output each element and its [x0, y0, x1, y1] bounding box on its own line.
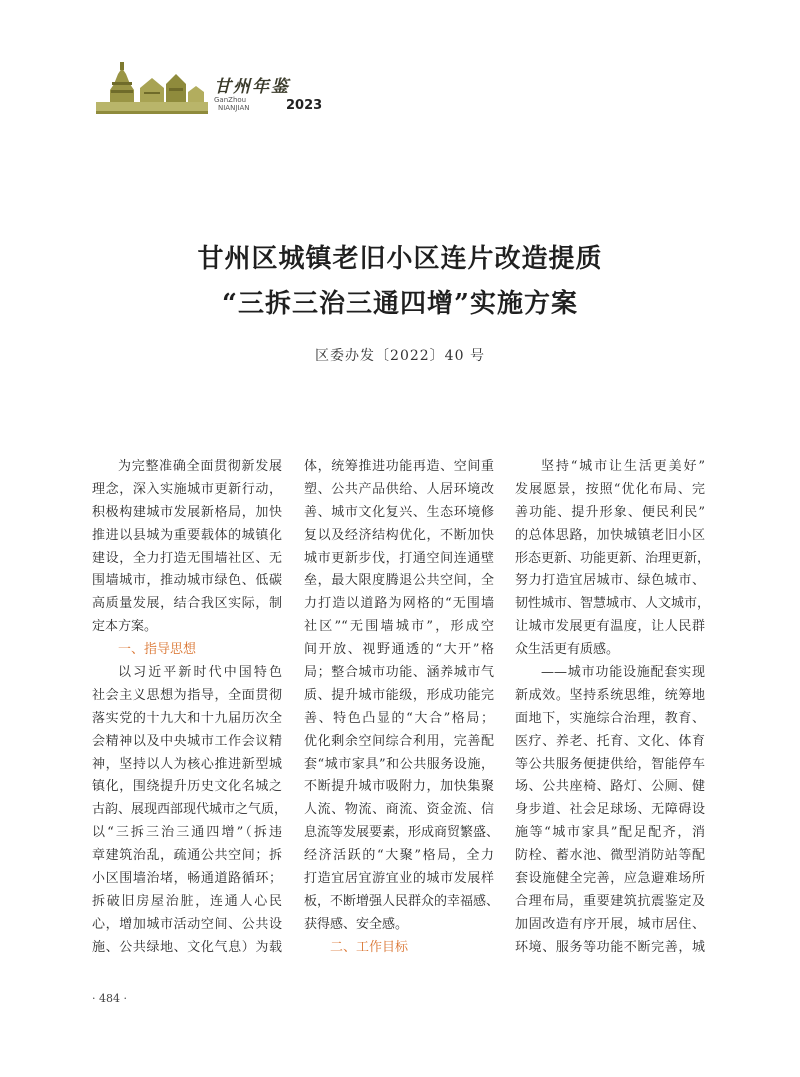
text-line: 体，统筹推进功能再造、空间重 [304, 459, 494, 474]
text-line: 善功能、提升形象、便民利民” [515, 504, 705, 520]
text-line: 建设，全力打造无围墙社区、无 [92, 550, 282, 566]
text-line: ——城市功能设施配套实现 [541, 665, 705, 681]
text-line: 医疗、养老、托育、文化、体育 [515, 733, 705, 749]
text-line: 经济活跃的“大聚”格局，全力 [304, 848, 494, 864]
text-line: 套“城市家具”和公共服务设施， [304, 756, 494, 772]
text-line: 施等“城市家具”配足配齐，消 [515, 825, 705, 841]
text-line: 复以及经济结构优化，不断加快 [304, 527, 494, 543]
text-line: 人流、物流、商流、资金流、信 [304, 802, 494, 818]
section-heading: 二、工作目标 [330, 939, 409, 955]
text-line: 的总体思路，加快城镇老旧小区 [515, 527, 705, 543]
document-number: 区委办发〔2022〕40 号 [315, 348, 485, 364]
text-line: 垒，最大限度腾退公共空间，全 [304, 573, 494, 589]
document-title-line-2: “三拆三治三通四增”实施方案 [222, 289, 578, 319]
text-line: 等公共服务便捷供给，智能停车 [515, 756, 705, 772]
text-line: 古韵、展现西部现代城市之气质， [92, 802, 288, 818]
text-line: 会精神以及中央城市工作会议精 [92, 733, 282, 749]
text-line: 获得感、安全感。 [304, 916, 409, 932]
text-line: 积极构建城市发展新格局，加快 [92, 504, 282, 520]
text-column-1 [92, 456, 288, 960]
text-line: 定本方案。 [92, 619, 158, 635]
yearbook-year: 2023 [286, 98, 323, 113]
text-line: 新成效。坚持系统思维，统筹地 [515, 687, 705, 703]
text-line: 善、城市文化复兴、生态环境修 [304, 504, 494, 520]
text-line: 心，增加城市活动空间、公共设 [92, 916, 282, 932]
text-line: 高质量发展，结合我区实际，制 [92, 596, 282, 612]
text-line: 善、特色凸显的“大合”格局； [304, 710, 494, 726]
text-line: 镇化，围绕提升历史文化名城之 [92, 779, 282, 795]
text-line: 施、公共绿地、文化气息）为载 [92, 939, 282, 955]
text-line: 推进以县城为重要载体的城镇化 [92, 527, 282, 543]
text-line: 息流等发展要素，形成商贸繁盛、 [304, 825, 500, 841]
text-line: 场、公共座椅、路灯、公厕、健 [515, 779, 705, 795]
text-line: 优化剩余空间综合利用，完善配 [304, 733, 494, 749]
yearbook-header [96, 60, 336, 120]
text-line: 围墙城市，推动城市绿色、低碳 [92, 573, 282, 589]
text-line: 套设施健全完善，应急避难场所 [515, 871, 705, 887]
page-number: · 484 · [92, 992, 127, 1005]
text-line: 努力打造宜居城市、绿色城市、 [515, 573, 705, 589]
yearbook-name-en-1: GanZhou [214, 96, 247, 104]
text-line: 韧性城市、智慧城市、人文城市， [515, 596, 711, 612]
text-column-3 [515, 456, 711, 960]
text-line: 打造宜居宜游宜业的城市发展样 [304, 871, 494, 887]
text-line: 质、提升城市能级，形成功能完 [304, 687, 494, 703]
text-line: 理念，深入实施城市更新行动， [92, 481, 282, 497]
text-line: 众生活更有质感。 [515, 642, 620, 658]
text-line: 力打造以道路为网格的“无围墙 [304, 596, 494, 612]
text-column-2 [304, 456, 500, 960]
text-line: 拆破旧房屋治脏，连通人心民 [92, 893, 282, 909]
text-line: 合理布局，重要建筑抗震鉴定及 [515, 893, 705, 909]
text-line: 以习近平新时代中国特色 [118, 665, 282, 681]
text-line: 章建筑治乱，疏通公共空间；拆 [92, 848, 282, 864]
text-line: 神，坚持以人为核心推进新型城 [92, 756, 282, 772]
section-heading: 一、指导思想 [118, 642, 197, 658]
text-line: 发展愿景，按照“优化布局、完 [515, 481, 705, 497]
text-line: 环境、服务等功能不断完善，城 [515, 939, 705, 955]
yearbook-name: 甘州年鉴 [214, 77, 290, 97]
text-line: 身步道、社会足球场、无障碍设 [515, 802, 705, 818]
text-line: 社会主义思想为指导，全面贯彻 [92, 687, 282, 703]
text-line: 局；整合城市功能、涵养城市气 [304, 665, 494, 681]
text-line: 加固改造有序开展，城市居住、 [515, 916, 705, 932]
text-line: 间开放、视野通透的“大开”格 [304, 642, 494, 658]
document-title-line-1: 甘州区城镇老旧小区连片改造提质 [197, 244, 603, 274]
text-line: 落实党的十九大和十九届历次全 [92, 710, 282, 726]
text-line: 城市更新步伐，打通空间连通壁 [304, 550, 494, 566]
text-line: 面地下，实施综合治理，教育、 [515, 710, 705, 726]
text-line: 为完整准确全面贯彻新发展 [118, 459, 282, 474]
text-line: 以“三拆三治三通四增”（拆违 [92, 825, 282, 841]
yearbook-name-en-2: NIANJIAN [218, 104, 250, 112]
text-line: 社区”“无围墙城市”，形成空 [304, 619, 494, 635]
text-line: 板，不断增强人民群众的幸福感、 [304, 893, 500, 909]
pagoda-logo-icon [96, 60, 211, 115]
text-line: 小区围墙治堵，畅通道路循环； [92, 871, 282, 887]
text-line: 不断提升城市吸附力，加快集聚 [304, 779, 494, 795]
text-line: 防栓、蓄水池、微型消防站等配 [515, 848, 705, 864]
text-line: 坚持“城市让生活更美好” [541, 459, 705, 474]
text-line: 形态更新、功能更新、治理更新， [515, 550, 711, 566]
text-line: 塑、公共产品供给、人居环境改 [304, 481, 494, 497]
text-line: 让城市发展更有温度，让人民群 [515, 619, 705, 635]
